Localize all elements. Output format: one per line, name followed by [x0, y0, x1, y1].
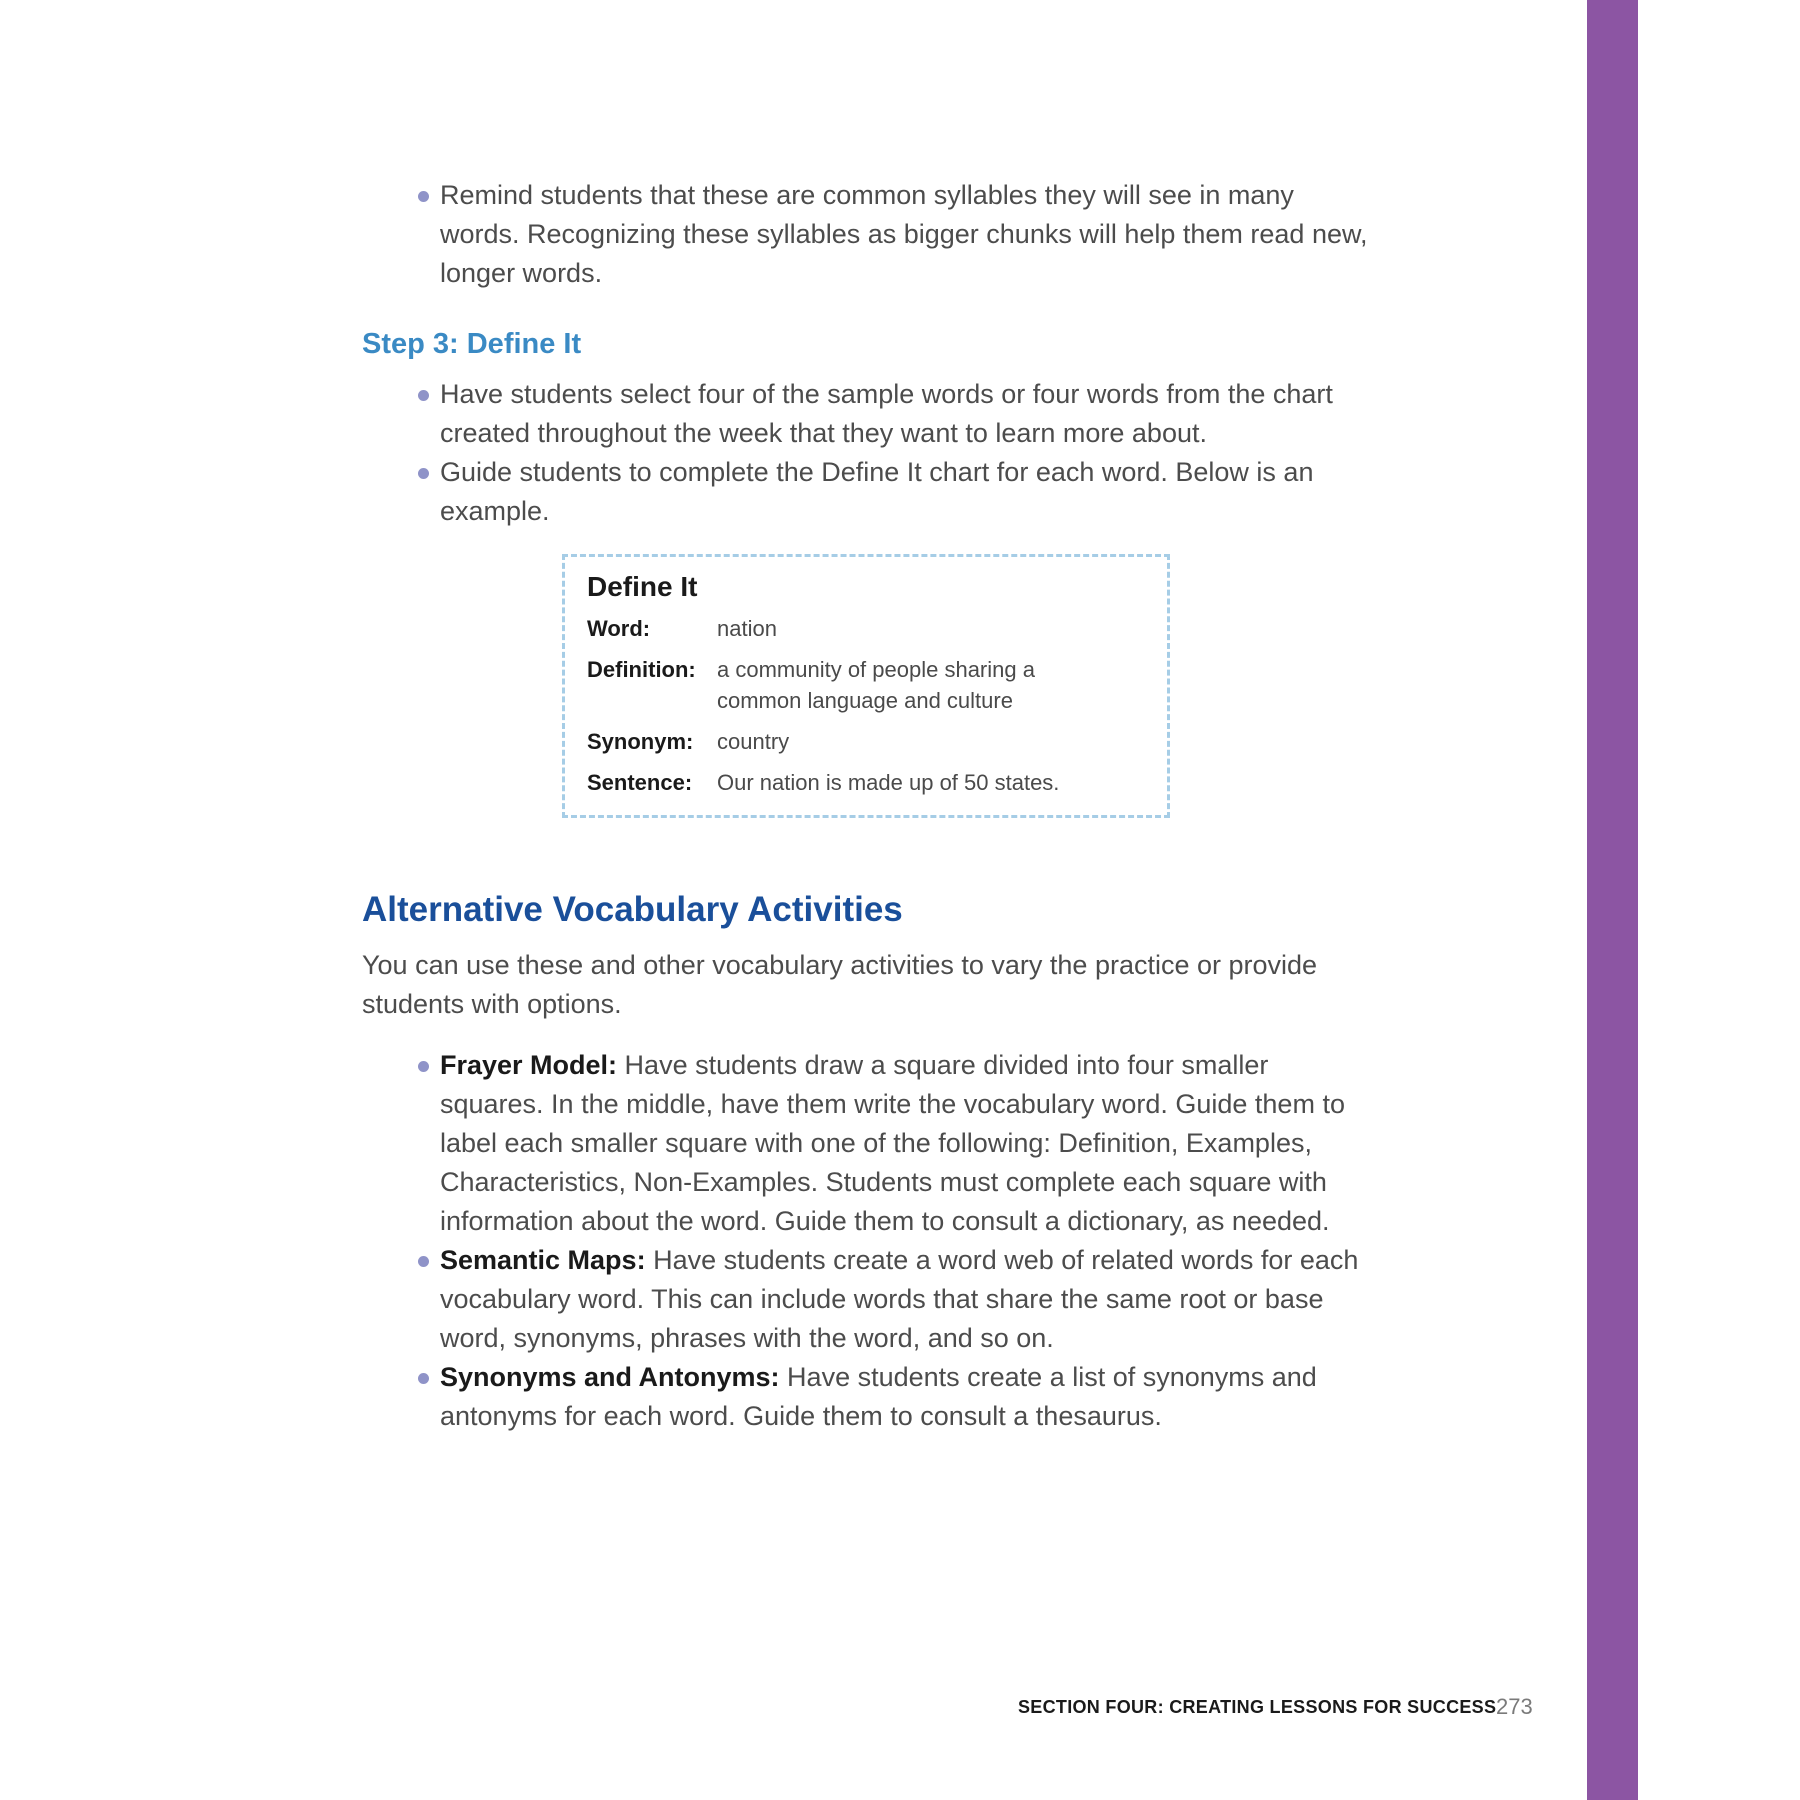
- step-heading: Step 3: Define It: [362, 328, 582, 360]
- section-heading: Alternative Vocabulary Activities: [362, 890, 903, 929]
- define-it-box: [562, 554, 1170, 818]
- activity-term: Frayer Model:: [440, 1050, 618, 1080]
- activity-term: Synonyms and Antonyms:: [440, 1362, 780, 1392]
- bullet-dot-icon: [418, 468, 429, 479]
- activity-text: Have students draw a square divided into four smaller squares. In the middle, have them write the vocabulary word. Guide them to label each smaller square with one of the following: Definition, Examples, Characteristics, Non-Examples. Students must complete each square with information about the word. Guide them to consult a dictionary, as needed.: [440, 1050, 1345, 1236]
- define-label: Definition:: [587, 657, 696, 682]
- define-label: Sentence:: [587, 770, 693, 795]
- bullet-dot-icon: [418, 1256, 429, 1267]
- list-item: [362, 1046, 1372, 1241]
- bullet-text: Remind students that these are common syllables they will see in many words. Recognizing these syllables as bigger chunks will help them read new, longer words.: [440, 180, 1368, 288]
- bullet-text: Have students select four of the sample words or four words from the chart created throughout the week that they want to learn more about.: [440, 379, 1333, 448]
- bullet-dot-icon: [418, 1061, 429, 1072]
- step3-bullet-list: [362, 375, 1372, 531]
- define-row-sentence: [587, 767, 1145, 798]
- define-row-word: [587, 613, 1145, 644]
- bullet-text: Guide students to complete the Define It chart for each word. Below is an example.: [440, 457, 1314, 526]
- activity-text: Have students create a word web of related words for each vocabulary word. This can include words that share the same root or base word, synonyms, phrases with the word, and so on.: [440, 1245, 1359, 1353]
- define-it-title: Define It: [587, 571, 698, 602]
- define-value: nation: [717, 616, 777, 641]
- intro-bullet-list: [362, 176, 1372, 293]
- page-number: 273: [1496, 1694, 1533, 1719]
- define-value: a community of people sharing a common language and culture: [717, 657, 1035, 713]
- bullet-dot-icon: [418, 1373, 429, 1384]
- define-value: Our nation is made up of 50 states.: [717, 770, 1060, 795]
- list-item: [362, 176, 1372, 293]
- define-value: country: [717, 729, 790, 754]
- section-intro: You can use these and other vocabulary activities to vary the practice or provide students with options.: [362, 950, 1318, 1019]
- footer-section-label: SECTION FOUR: CREATING LESSONS FOR SUCCESS: [1018, 1697, 1497, 1717]
- list-item: [362, 1241, 1372, 1358]
- define-row-definition: [587, 654, 1145, 716]
- activities-bullet-list: [362, 1046, 1372, 1436]
- list-item: [362, 1358, 1372, 1436]
- activity-term: Semantic Maps:: [440, 1245, 646, 1275]
- list-item: [362, 453, 1372, 531]
- bullet-dot-icon: [418, 191, 429, 202]
- define-row-synonym: [587, 726, 1145, 757]
- side-color-bar: [1587, 0, 1638, 1800]
- bullet-dot-icon: [418, 390, 429, 401]
- activity-text: Have students create a list of synonyms and antonyms for each word. Guide them to consult a thesaurus.: [440, 1362, 1317, 1431]
- list-item: [362, 375, 1372, 453]
- define-label: Word:: [587, 616, 651, 641]
- define-label: Synonym:: [587, 729, 694, 754]
